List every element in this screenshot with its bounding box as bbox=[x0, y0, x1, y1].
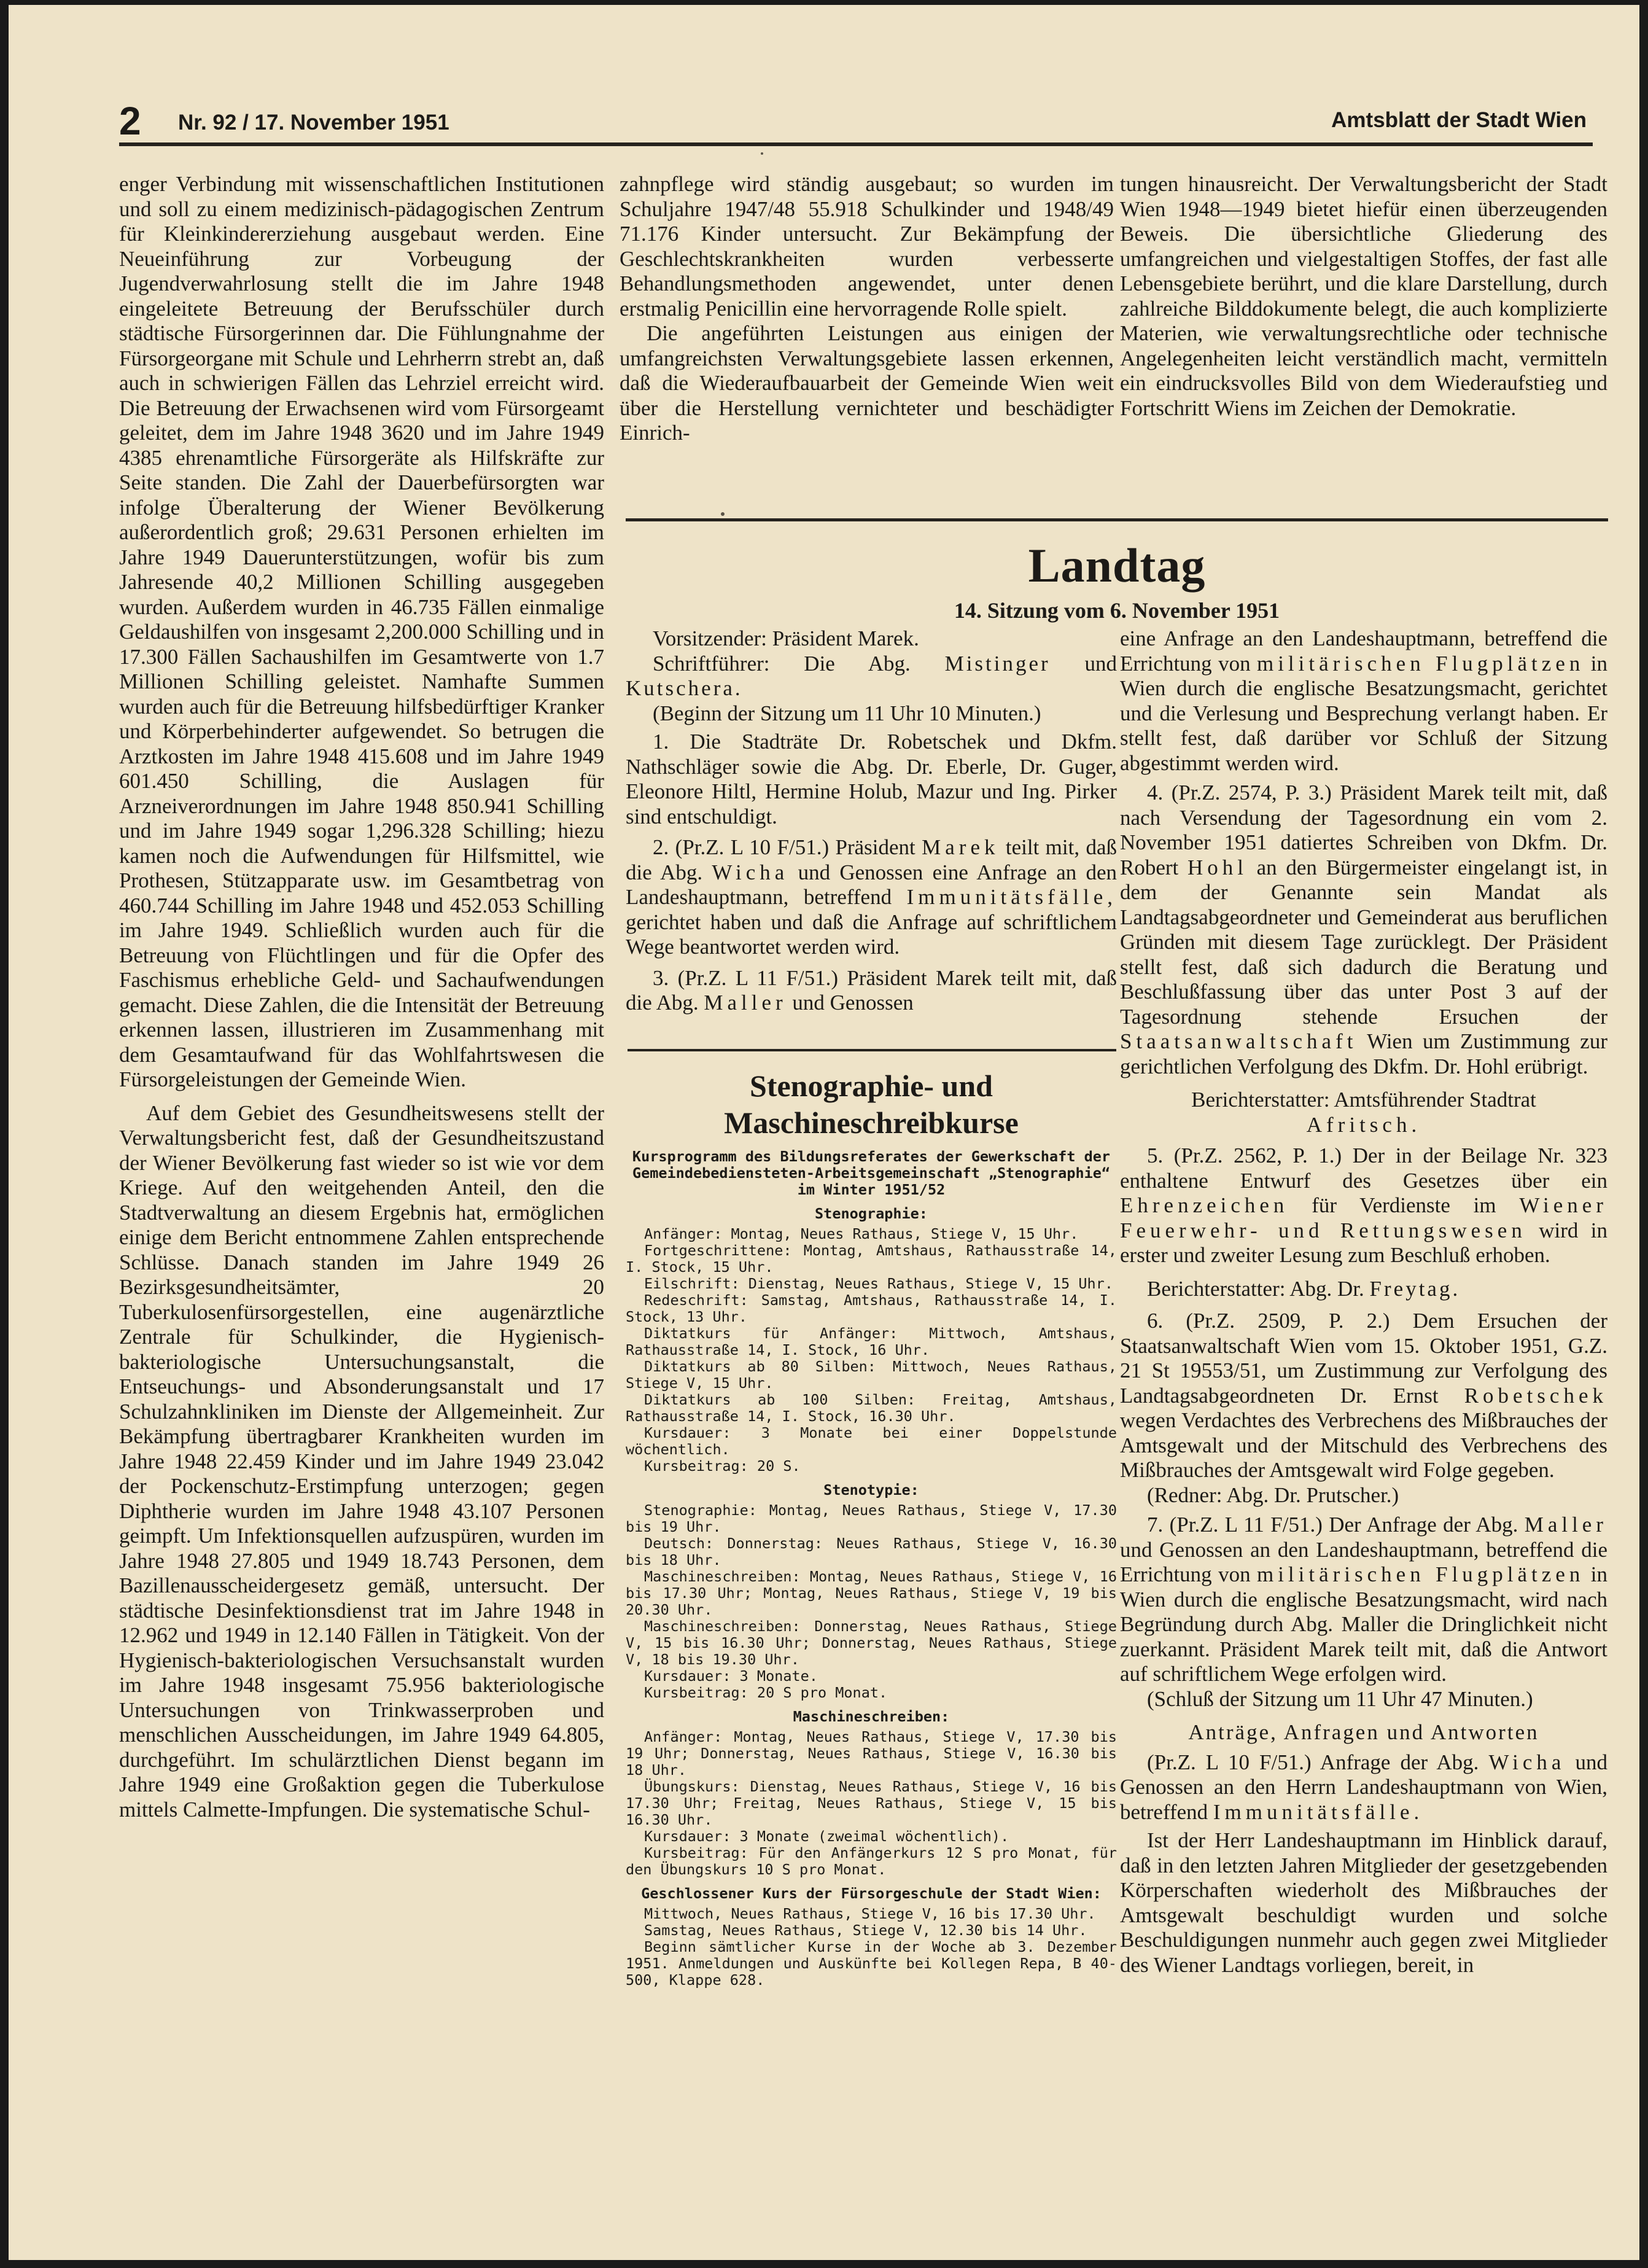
course-item: Stenographie: Montag, Neues Rathaus, Stiege V, 17.30 bis 19 Uhr. bbox=[626, 1502, 1117, 1535]
agenda-item-4: 4. (Pr.Z. 2574, P. 3.) Präsident Marek teilt mit, daß nach Versendung der Tagesordnung ein vom 2. November 1951 datiertes Schreiben von Dkfm. Dr. Robert Hohl an den Bürgermeister eingelangt ist, in dem der Genannte sein Mandat als Landtagsabgeordneter und Gemeinderat aus beruflichen Gründen mit diesem Tage zurücklegt. Der Präsident stellt fest, daß sich dadurch die Beratung und Beschlußfassung über das unter Post 3 auf der Tagesordnung stehende Ersuchen der Staatsanwaltschaft Wien um Zustimmung zur gerichtlichen Verfolgung des Dkfm. Dr. Hohl erübrigt. bbox=[1120, 781, 1608, 1078]
course-item: Maschineschreiben: Montag, Neues Rathaus, Stiege V, 16 bis 17.30 Uhr; Montag, Neues Rathaus, Stiege V, 19 bis 20.30 Uhr. bbox=[626, 1568, 1117, 1618]
course-list-maschineschreiben bbox=[626, 1729, 1117, 1878]
secretary-line: Schriftführer: Die Abg. Mistinger und Kutschera. bbox=[626, 651, 1117, 700]
paragraph: Die angeführten Leistungen aus einigen der umfangreichsten Verwaltungsgebiete lassen erkennen, daß die Wiederaufbauarbeit der Gemeinde Wien weit über die Herstellung vernichteter und beschädigter Einrich- bbox=[620, 321, 1114, 445]
agenda-item-5: 5. (Pr.Z. 2562, P. 1.) Der in der Beilage Nr. 323 enthaltene Entwurf des Gesetzes über ein Ehrenzeichen für Verdienste im Wiener Feuerwehr- und Rettungswesen wird in erster und zweiter Lesung zum Beschluß erhoben. bbox=[1120, 1144, 1608, 1267]
session-end: (Schluß der Sitzung um 11 Uhr 47 Minuten.) bbox=[1147, 1686, 1533, 1711]
course-item: Kursdauer: 3 Monate (zweimal wöchentlich). bbox=[644, 1828, 1009, 1845]
session-start: (Beginn der Sitzung um 11 Uhr 10 Minuten.) bbox=[653, 701, 1041, 725]
course-item: Kursbeitrag: 20 S pro Monat. bbox=[644, 1684, 888, 1701]
course-item: Anfänger: Montag, Neues Rathaus, Stiege V, 15 Uhr. bbox=[644, 1225, 1079, 1242]
course-item: Kursbeitrag: Für den Anfängerkurs 12 S pro Monat, für den Übungskurs 10 S pro Monat. bbox=[626, 1844, 1117, 1878]
course-item: Redeschrift: Samstag, Amtshaus, Rathausstraße 14, I. Stock, 13 Uhr. bbox=[626, 1292, 1117, 1325]
course-section-heading: Maschineschreiben: bbox=[793, 1708, 950, 1725]
print-speck bbox=[761, 152, 763, 155]
agenda-item-1: 1. Die Stadträte Dr. Robetschek und Dkfm. Nathschläger sowie die Abg. Dr. Eberle, Dr. Guger, Eleonore Hiltl, Hermine Holub, Mazur und Ing. Pirker sind entschuldigt. bbox=[626, 730, 1117, 828]
course-list-stenotypie bbox=[626, 1502, 1117, 1701]
print-speck bbox=[721, 512, 725, 516]
agenda-item-6: 6. (Pr.Z. 2509, P. 2.) Dem Ersuchen der Staatsanwaltschaft Wien vom 15. Oktober 1951, G.Z. 21 St 19553/51, um Zustimmung zur Verfolgung des Landtagsabgeordneten Dr. Ernst Robetschek wegen Verdachtes des Verbrechens des Mißbrauches der Amtsgewalt und der Mitschuld des Verbrechens des Mißbrauches der Amtsgewalt wird Folge gegeben. bbox=[1120, 1309, 1607, 1482]
course-item: Diktatkurs ab 100 Silben: Freitag, Amtshaus, Rathausstraße 14, I. Stock, 16.30 Uhr. bbox=[626, 1391, 1117, 1425]
agenda-item-3: 3. (Pr.Z. L 11 F/51.) Präsident Marek teilt mit, daß die Abg. Maller und Genossen bbox=[626, 965, 1117, 1015]
course-item: Diktatkurs ab 80 Silben: Mittwoch, Neues Rathaus, Stiege V, 15 Uhr. bbox=[626, 1358, 1117, 1392]
chair-line: Vorsitzender: Präsident Marek. bbox=[653, 626, 919, 650]
course-item: Mittwoch, Neues Rathaus, Stiege V, 16 bis 17.30 Uhr. bbox=[644, 1905, 1096, 1922]
course-intro: Kursprogramm des Bildungsreferates der Gewerkschaft der Gemeindebediensteten-Arbeitsgemeinschaft „Stenographie“ im Winter 1951/52 bbox=[632, 1148, 1111, 1198]
paragraph: eine Anfrage an den Landeshauptmann, betreffend die Errichtung von militärischen Flugplätzen in Wien durch die englische Besatzungsmacht, gerichtet und die Verlesung und Besprechung verlangt haben. Er stellt fest, daß darüber vor Schluß der Sitzung abgestimmt werden wird. bbox=[1120, 626, 1607, 775]
rapporteur-line: Berichterstatter: Amtsführender Stadtrat Afritsch. bbox=[1191, 1088, 1536, 1137]
landtag-subtitle: 14. Sitzung vom 6. November 1951 bbox=[954, 598, 1280, 623]
course-section-heading: Stenographie: bbox=[815, 1205, 928, 1222]
course-section-heading: Geschlossener Kurs der Fürsorgeschule der Stadt Wien: bbox=[641, 1885, 1102, 1902]
course-program bbox=[626, 1148, 1117, 1989]
landtag-column-2 bbox=[626, 626, 1117, 1016]
agenda-item-2: 2. (Pr.Z. L 10 F/51.) Präsident Marek teilt mit, daß die Abg. Wicha und Genossen eine Anfrage an den Landeshauptmann, betreffend Immunitätsfälle, gerichtet haben und daß die Anfrage auf schriftlichem Wege beantwortet werden wird. bbox=[626, 835, 1117, 959]
course-item: Kursdauer: 3 Monate bei einer Doppelstunde wöchentlich. bbox=[626, 1424, 1117, 1458]
issue-line: Nr. 92 / 17. November 1951 bbox=[178, 111, 449, 134]
agenda-item-7: 7. (Pr.Z. L 11 F/51.) Der Anfrage der Abg. Maller und Genossen an den Landeshauptmann, betreffend die Errichtung von militärischen Flugplätzen in Wien durch die englische Besatzungsmacht, wird nach Begründung durch Abg. Maller die Dringlichkeit nicht zuerkannt. Präsident Marek teilt mit, daß die Antwort auf schriftlichem Wege erfolgen wird. bbox=[1120, 1513, 1607, 1686]
paragraph: Auf dem Gebiet des Gesundheitswesens stellt der Verwaltungsbericht fest, daß der Gesundheitszustand der Wiener Bevölkerung fast wieder so ist wie vor dem Kriege. Auf den weitgehenden Anteil, den die Stadtverwaltung an diesem Ergebnis hat, ermöglichen einige dem Bericht entnommene Zahlen entsprechende Schlüsse. Danach standen im Jahre 1949 26 Bezirksgesundheitsämter, 20 Tuberkulosenfürsorgestellen, eine augenärztliche Zentrale für Schulkinder, die Hygienisch-bakteriologische Untersuchungsanstalt, die Entseuchungs- und Absonderungsanstalt und 17 Schulzahnkliniken im Dienste der Allgemeinheit. Zur Bekämpfung übertragbarer Krankheiten wurden im Jahre 1948 22.459 Kinder und im Jahre 1949 23.042 der Pockenschutz-Erstimpfung unterzogen; gegen Diphtherie wurden im Jahre 1948 43.107 Personen geimpft. Um Infektionsquellen aufzuspüren, wurden im Jahre 1948 27.805 und 1949 18.743 Personen, dem Bazillenausscheidergesetz gemäß, untersucht. Der städtische Desinfektionsdienst trat im Jahre 1948 in 12.962 und 1949 in 12.140 Fällen in Tätigkeit. Von der Hygienisch-bakteriologischen Versuchsanstalt wurden im Jahre 1948 insgesamt 75.956 bakteriologische Untersuchungen von Trinkwasserproben und menschlichen Ausscheidungen, im Jahre 1949 64.805, durchgeführt. Im schulärztlichen Dienst begann im Jahre 1949 eine Großaktion gegen die Tuberkulose mittels Calmette-Impfungen. Die systematische Schul- bbox=[119, 1101, 604, 1822]
steno-title: Stenographie- und Maschineschreibkurse bbox=[724, 1069, 1019, 1140]
course-item: Samstag, Neues Rathaus, Stiege V, 12.30 bis 14 Uhr. bbox=[644, 1922, 1087, 1939]
course-item: Deutsch: Donnerstag: Neues Rathaus, Stiege V, 16.30 bis 18 Uhr. bbox=[626, 1535, 1117, 1569]
course-section-heading: Stenotypie: bbox=[823, 1481, 919, 1498]
publication-name: Amtsblatt der Stadt Wien bbox=[1331, 108, 1587, 132]
course-item: Diktatkurs für Anfänger: Mittwoch, Amtshaus, Rathausstraße 14, I. Stock, 16 Uhr. bbox=[626, 1325, 1117, 1358]
section-divider bbox=[626, 518, 1608, 521]
paragraph: enger Verbindung mit wissenschaftlichen Institutionen und soll zu einem medizinisch-pädagogischen Zentrum für Kleinkindererziehung ausgebaut werden. Eine Neueinführung zur Vorbeugung der Jugendverwahrlosung stellt die im Jahre 1948 eingeleitete Betreuung der Berufsschüler durch städtische Fürsorgerinnen dar. Die Fühlungnahme der Fürsorgeorgane mit Schule und Lehrherrn strebt an, daß auch in schwierigen Fällen das Lehrziel erreicht wird. Die Betreuung der Erwachsenen wird vom Fürsorgeamt geleitet, dem im Jahre 1948 3620 und im Jahre 1949 4385 ehrenamtliche Fürsorgeräte als Hilfskräfte zur Seite standen. Die Zahl der Dauerbefürsorgten war infolge Überalterung der Wiener Bevölkerung außerordentlich groß; 29.631 Personen erhielten im Jahre 1949 Dauerunterstützungen, wofür bis zum Jahresende 40,2 Millionen Schilling ausgegeben wurden. Außerdem wurden in 46.735 Fällen einmalige Geldaushilfen von insgesamt 2,200.000 Schilling und in 17.300 Fällen Sachaushilfen im Gesamtwerte von 1.7 Millionen Schilling geleistet. Namhafte Summen wurden auch für die Betreuung hilfsbedürftiger Kranker und Körperbehinderter aufgewendet. So betrugen die Arztkosten im Jahre 1948 415.608 und im Jahre 1949 601.450 Schilling, die Auslagen für Arzneiverordnungen im Jahre 1948 850.941 Schilling und im Jahre 1949 sogar 1,296.328 Schilling; hiezu kamen noch die Aufwendungen für Hilfsmittel, wie Prothesen, Stützapparate usw. im Gesamtbetrag von 460.744 Schilling im Jahre 1948 und 452.053 Schilling im Jahre 1949. Schließlich wurden auch für die Betreuung von Flüchtlingen und für die Opfer des Faschismus erhebliche Geld- und Sachaufwendungen gemacht. Diese Zahlen, die die Intensität der Betreuung erkennen lassen, illustrieren im Zusammenhang mit dem Gesamtaufwand für das Wohlfahrtswesen die Fürsorgeleistungen der Gemeinde Wien. bbox=[119, 172, 604, 1091]
landtag-column-3 bbox=[1120, 626, 1607, 1978]
course-list-fuersorgeschule bbox=[626, 1906, 1117, 1989]
antraege-heading: Anträge, Anfragen und Antworten bbox=[1188, 1720, 1539, 1744]
page-number: 2 bbox=[119, 99, 141, 143]
course-item: Anfänger: Montag, Neues Rathaus, Stiege V, 17.30 bis 19 Uhr; Donnerstag, Neues Rathaus, Stiege V, 16.30 bis 18 Uhr. bbox=[626, 1728, 1117, 1779]
course-item: Kursdauer: 3 Monate. bbox=[644, 1667, 818, 1685]
column-divider bbox=[628, 1049, 1116, 1051]
course-item: Kursbeitrag: 20 S. bbox=[644, 1457, 801, 1475]
paragraph: zahnpflege wird ständig ausgebaut; so wurden im Schuljahre 1947/48 55.918 Schulkinder und 1948/49 71.176 Kinder untersucht. Zur Bekämpfung der Geschlechtskrankheiten wurden verbesserte Behandlungsmethoden angewendet, unter denen erstmalig Penicillin eine hervorragende Rolle spielt. bbox=[620, 172, 1114, 321]
course-list-stenographie bbox=[626, 1226, 1117, 1475]
rapporteur-line: Berichterstatter: Abg. Dr. Freytag. bbox=[1147, 1276, 1461, 1301]
course-item: Übungskurs: Dienstag, Neues Rathaus, Stiege V, 16 bis 17.30 Uhr; Freitag, Neues Rathaus, Stiege V, 15 bis 16.30 Uhr. bbox=[626, 1778, 1117, 1828]
column-2-top bbox=[620, 172, 1114, 446]
paragraph: tungen hinausreicht. Der Verwaltungsbericht der Stadt Wien 1948—1949 bietet hiefür einen überzeugenden Beweis. Die übersichtliche Gliederung des umfangreichen und vielgestaltigen Stoffes, der fast alle Lebensgebiete berührt, und die klare Darstellung, durch zahlreiche Bilddokumente belegt, die auch komplizierte Materien, wie verwaltungsrechtliche oder technische Angelegenheiten leicht verständlich macht, vermitteln ein eindrucksvolles Bild von dem Wiederaufstieg und Fortschritt Wiens im Zeichen der Demokratie. bbox=[1120, 172, 1607, 420]
course-item: Eilschrift: Dienstag, Neues Rathaus, Stiege V, 15 Uhr. bbox=[644, 1275, 1114, 1292]
inquiry-paragraph: (Pr.Z. L 10 F/51.) Anfrage der Abg. Wicha und Genossen an den Herrn Landeshauptmann von Wien, betreffend Immunitätsfälle. bbox=[1120, 1750, 1608, 1824]
course-item: Beginn sämtlicher Kurse in der Woche ab 3. Dezember 1951. Anmeldungen und Auskünfte bei Kollegen Repa, B 40-500, Klappe 628. bbox=[626, 1938, 1117, 1989]
speaker-line: (Redner: Abg. Dr. Prutscher.) bbox=[1147, 1483, 1399, 1507]
page-header bbox=[119, 99, 1593, 146]
newspaper-page bbox=[9, 5, 1639, 2260]
landtag-title: Landtag bbox=[1028, 539, 1206, 592]
column-1 bbox=[119, 172, 604, 1822]
column-3-top bbox=[1120, 172, 1607, 421]
course-item: Fortgeschrittene: Montag, Amtshaus, Rathausstraße 14, I. Stock, 15 Uhr. bbox=[626, 1242, 1117, 1276]
inquiry-paragraph: Ist der Herr Landeshauptmann im Hinblick darauf, daß in den letzten Jahren Mitglieder der gesetzgebenden Körperschaften wiederholt des Mißbrauches der Amtsgewalt beschuldigt wurden und solche Beschuldigungen nunmehr auch gegen zwei Mitglieder des Wiener Landtags vorliegen, bereit, in bbox=[1120, 1828, 1607, 1977]
course-item: Maschineschreiben: Donnerstag, Neues Rathaus, Stiege V, 15 bis 16.30 Uhr; Donnerstag, Neues Rathaus, Stiege V, 18 bis 19.30 Uhr. bbox=[626, 1618, 1117, 1668]
